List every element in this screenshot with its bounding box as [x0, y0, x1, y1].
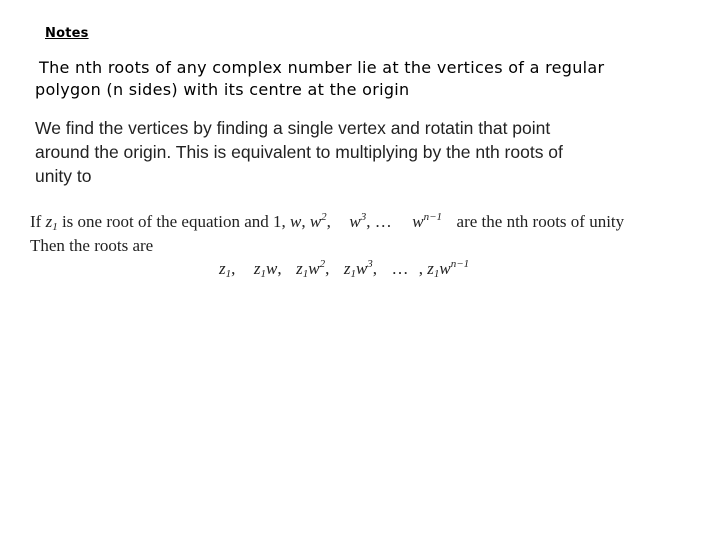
- paragraph-2-line-1: We find the vertices by finding a single vertex and rotatin that point: [35, 118, 551, 138]
- eq-w-n-1: $w^{n-1}$: [412, 211, 443, 231]
- eq-suffix: are the nth roots of unity: [456, 212, 625, 231]
- paragraph-polygon-roots: [35, 57, 675, 101]
- root-z1: $z_1$: [219, 259, 232, 280]
- roots-ellipsis: …: [391, 259, 409, 278]
- eq-prefix: If: [30, 212, 42, 231]
- notes-title: Notes: [45, 26, 89, 41]
- eq-w3: $w^3$: [349, 211, 367, 231]
- root-z1-w-n-1: $z_1w^{n-1}$: [427, 258, 470, 280]
- eq-ellipsis: …: [374, 212, 392, 231]
- paragraph-2-line-3: unity to: [35, 166, 92, 186]
- paragraph-vertices: [35, 116, 675, 188]
- root-z1-w2: $z_1w^2$: [296, 258, 326, 280]
- eq-w: w: [289, 212, 302, 231]
- then-roots-line: Then the roots are: [30, 236, 154, 255]
- roots-list: $z_1$, $z_1w$, $z_1w^2$, $z_1w^3$, … , $z_1w^{n-1}$: [219, 258, 470, 280]
- paragraph-1-line-1: The nth roots of any complex number lie at the vertices of a regular: [39, 58, 605, 77]
- eq-middle: is one root of the equation and 1,: [61, 212, 286, 231]
- eq-w2: $w^2$: [309, 211, 327, 231]
- root-z1-w: $z_1w$: [253, 259, 278, 280]
- paragraph-1-line-2: polygon (n sides) with its centre at the origin: [35, 80, 410, 99]
- eq-z1: $z_1$: [45, 212, 58, 233]
- root-z1-w3: $z_1w^3$: [343, 258, 373, 280]
- equation-statement: If $z_1$ is one root of the equation and 1, w, $w^2$, $w^3$, … $w^{n-1}$ are the nth roots of unity: [30, 211, 625, 233]
- paragraph-2-line-2: around the origin. This is equivalent to multiplying by the nth roots of: [35, 142, 563, 162]
